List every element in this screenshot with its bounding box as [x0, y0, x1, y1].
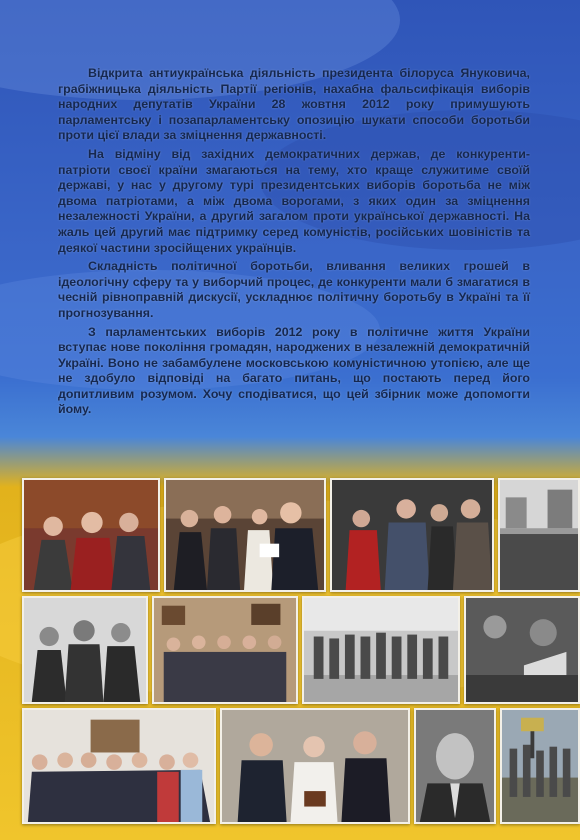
- paragraph-3: Складність політичної боротьби, вливання великих грошей в ідеологічну сферу та у виборчий процес, де конкуренти мали б змагатися в чесній рівноправній дискусії, ускладнює політичну боротьбу в Україні та її прогнозування.: [58, 259, 530, 320]
- photo-procession: [500, 708, 580, 824]
- photo-crowd-rally: [498, 478, 580, 592]
- photo-meeting-men: [164, 478, 326, 592]
- paragraph-4: З парламентських виборів 2012 року в політичне життя України вступає нове покоління громадян, народжених в незалежній демократичній Україні. Воно не забамбулене московською комуністичною утопією, але ще не здобуло відповіді на багато питань, що постають перед його допитливим розумом. Хочу сподіватися, що цей збірник може допомогти йому.: [58, 324, 530, 417]
- paragraph-2: На відміну від західних демократичних держав, де конкуренти-патріоти своєї країни змагаються на тему, хто краще служитиме своїй державі, у нас у другому турі президентських виборів боротьба не між двома патріотами, а між двома ворогами, з яких один за зміцнення незалежності України, а другий загалом проти української державності. На жаль цей другий має підтримку серед комуністів, російських шовіністів та деякої частини зросійщених українців.: [58, 146, 530, 255]
- photo-bw-officials: [22, 596, 148, 704]
- photo-family-portrait: [22, 478, 160, 592]
- photo-guests-room: [22, 708, 216, 824]
- photo-elder-couple: [220, 708, 410, 824]
- photo-group-outdoor: [302, 596, 460, 704]
- photo-handshake: [330, 478, 494, 592]
- photo-reception-room: [152, 596, 298, 704]
- foreword-text: [58, 66, 530, 421]
- photo-portrait-man: [414, 708, 496, 824]
- paragraph-1: Відкрита антиукраїнська діяльність президента білоруса Януковича, грабіжницька діяльність Партії регіонів, нахабна фальсифікація виборів народних депутатів України 28 жовтня 2012 року примушують парламентську і позапарламентську опозицію шукати способи боротьби проти цієї влади за зміцнення державності.: [58, 66, 530, 143]
- photo-megaphone-rally: [464, 596, 580, 704]
- photo-collage: [22, 478, 580, 826]
